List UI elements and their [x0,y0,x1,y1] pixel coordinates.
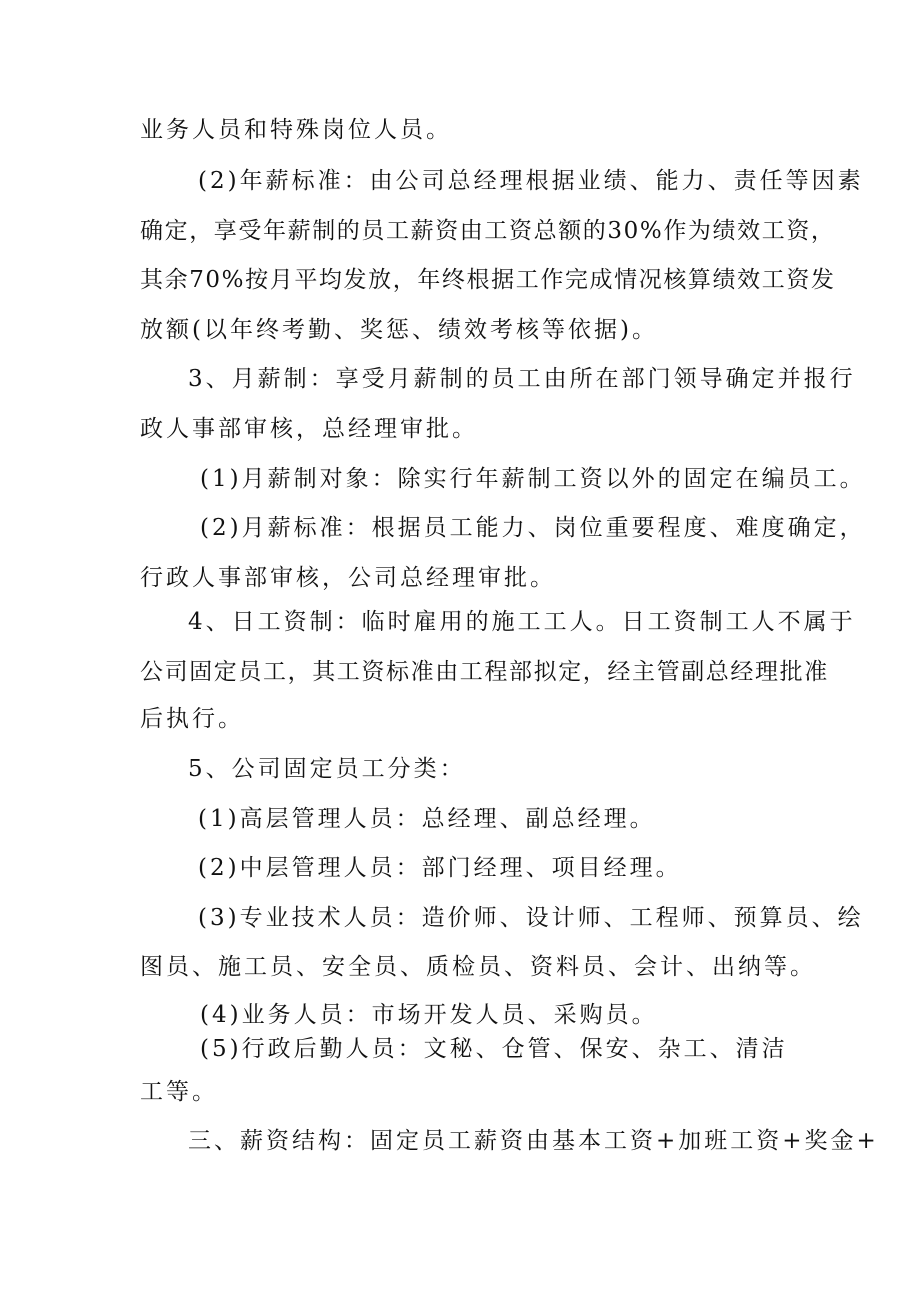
text-line: 确定，享受年薪制的员工薪资由工资总额的30%作为绩效工资， [140,218,836,244]
text-line: 4、日工资制：临时雇用的施工工人。日工资制工人不属于 [188,609,856,635]
text-line: (2)中层管理人员：部门经理、项目经理。 [198,855,682,881]
text-line: 图员、施工员、安全员、质检员、资料员、会计、出纳等。 [140,954,816,980]
text-line: 其余70%按月平均发放，年终根据工作完成情况核算绩效工资发 [140,267,836,293]
text-line: 公司固定员工，其工资标准由工程部拟定，经主管副总经理批准 [140,659,829,685]
text-line: 政人事部审核，总经理审批。 [140,416,478,442]
text-line: 工等。 [140,1079,218,1105]
text-line: 业务人员和特殊岗位人员。 [140,117,452,143]
text-line: (3)专业技术人员：造价师、设计师、工程师、预算员、绘 [198,905,864,931]
text-line: (1)月薪制对象：除实行年薪制工资以外的固定在编员工。 [200,466,866,492]
text-line: (5)行政后勤人员：文秘、仓管、保安、杂工、清洁 [200,1036,788,1062]
text-line: 3、月薪制：享受月薪制的员工由所在部门领导确定并报行 [188,366,856,392]
text-line: (2)月薪标准：根据员工能力、岗位重要程度、难度确定， [200,515,866,541]
text-line: 行政人事部审核，公司总经理审批。 [140,565,556,591]
text-line: (4)业务人员：市场开发人员、采购员。 [200,1002,658,1028]
text-line: 5、公司固定员工分类： [188,756,466,782]
text-line: (1)高层管理人员：总经理、副总经理。 [198,806,656,832]
text-line: 后执行。 [140,706,244,732]
text-line: (2)年薪标准：由公司总经理根据业绩、能力、责任等因素 [198,168,864,194]
text-line: 三、薪资结构：固定员工薪资由基本工资+加班工资+奖金+ [188,1128,879,1154]
text-line: 放额(以年终考勤、奖惩、绩效考核等依据)。 [140,317,658,343]
